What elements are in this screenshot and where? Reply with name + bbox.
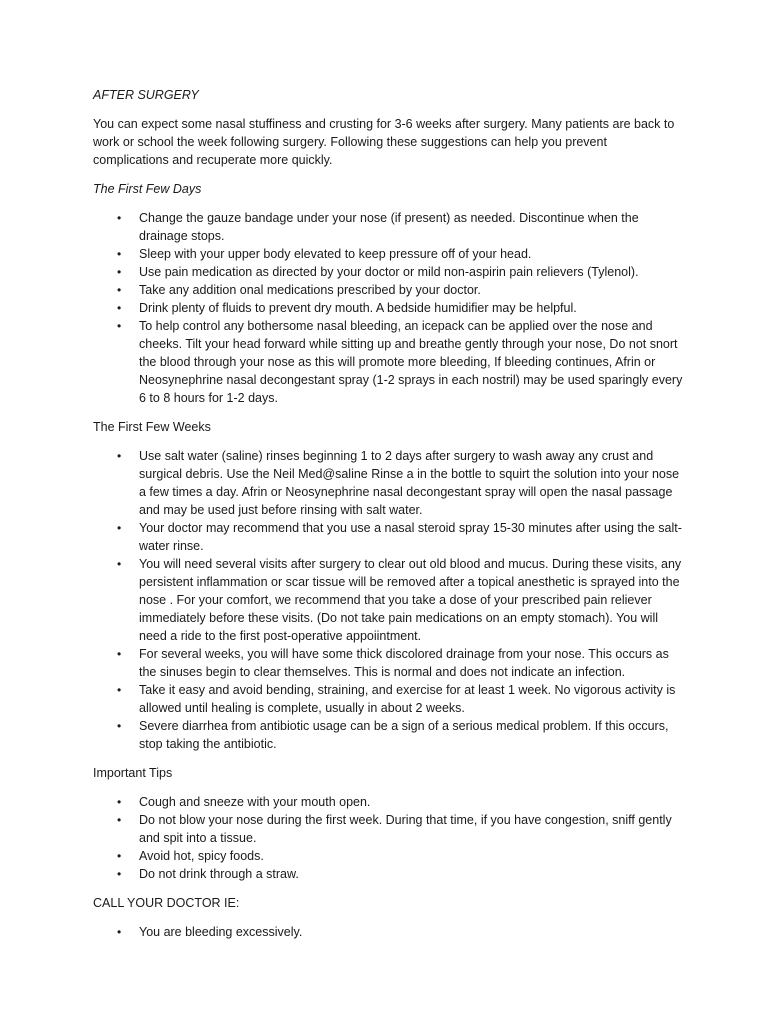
bullet-icon: • bbox=[117, 449, 122, 463]
list-item: • Cough and sneeze with your mouth open. bbox=[117, 795, 371, 809]
bullet-icon: • bbox=[117, 719, 122, 733]
list-item: • For several weeks, you will have some thick discolored drainage from your nose. This occurs as the sinuses begin to clear themselves. This is normal and does not indicate an infection. bbox=[117, 647, 669, 679]
bullet-icon: • bbox=[117, 925, 122, 939]
list-item: • Drink plenty of fluids to prevent dry mouth. A bedside humidifier may be helpful. bbox=[117, 301, 577, 315]
document-page bbox=[93, 86, 683, 952]
list-item: • Use salt water (saline) rinses beginning 1 to 2 days after surgery to wash away any crust and surgical debris. Use the Neil Med@saline Rinse a in the bottle to squirt the solution into your nose a few times a day. Afrin or Neosynephrine nasal decongestant spray will open the nasal passage and may be used just before rinsing with salt water. bbox=[117, 449, 680, 517]
list-item: • Take it easy and avoid bending, straining, and exercise for at least 1 week. No vigorous activity is allowed until healing is complete, usually in about 2 weeks. bbox=[117, 683, 676, 715]
list-item: • Sleep with your upper body elevated to keep pressure off of your head. bbox=[117, 247, 532, 261]
list-item: • Do not drink through a straw. bbox=[117, 867, 299, 881]
section-heading-call-your-doctor: CALL YOUR DOCTOR IE: bbox=[93, 896, 240, 910]
bullet-icon: • bbox=[117, 521, 122, 535]
list-item: • Do not blow your nose during the first week. During that time, if you have congestion, sniff gently and spit into a tissue. bbox=[117, 813, 672, 845]
section-heading-first-few-days: The First Few Days bbox=[93, 182, 202, 196]
list-item: • Change the gauze bandage under your nose (if present) as needed. Discontinue when the drainage stops. bbox=[117, 211, 639, 243]
bullet-icon: • bbox=[117, 867, 122, 881]
bullet-icon: • bbox=[117, 301, 122, 315]
bullet-icon: • bbox=[117, 795, 122, 809]
intro-paragraph: You can expect some nasal stuffiness and crusting for 3-6 weeks after surgery. Many patients are back to work or school the week following surgery. Following these suggestions can help you prevent complications and recuperate more quickly. bbox=[93, 117, 675, 167]
list-first-few-weeks bbox=[93, 447, 683, 753]
list-item: • Use pain medication as directed by your doctor or mild non-aspirin pain relievers (Tylenol). bbox=[117, 265, 639, 279]
section-heading-first-few-weeks: The First Few Weeks bbox=[93, 420, 211, 434]
list-item: • You will need several visits after surgery to clear out old blood and mucus. During these visits, any persistent inflammation or scar tissue will be removed after a topical anesthetic is sprayed into the nose . For your comfort, we recommend that you take a dose of your prescribed pain reliever immediately before these visits. (Do not take pain medications on an empty stomach). You will need a ride to the first post-operative appoiintment. bbox=[117, 557, 682, 643]
list-item: • Severe diarrhea from antibiotic usage can be a sign of a serious medical problem. If this occurs, stop taking the antibiotic. bbox=[117, 719, 669, 751]
bullet-icon: • bbox=[117, 647, 122, 661]
bullet-icon: • bbox=[117, 849, 122, 863]
bullet-icon: • bbox=[117, 813, 122, 827]
section-heading-important-tips: Important Tips bbox=[93, 766, 173, 780]
list-item: • To help control any bothersome nasal bleeding, an icepack can be applied over the nose and cheeks. Tilt your head forward while sitting up and breathe gently through your nose, Do not snort the blood through your nose as this will promote more bleeding, If bleeding continues, Afrin or Neosynephrine nasal decongestant spray (1-2 sprays in each nostril) may be used sparingly every 6 to 8 hours for 1-2 days. bbox=[117, 319, 683, 405]
list-important-tips bbox=[93, 793, 683, 883]
bullet-icon: • bbox=[117, 557, 122, 571]
document-title: AFTER SURGERY bbox=[93, 88, 199, 102]
list-item: • Avoid hot, spicy foods. bbox=[117, 849, 264, 863]
list-item: • Take any addition onal medications prescribed by your doctor. bbox=[117, 283, 481, 297]
list-item: • You are bleeding excessively. bbox=[117, 925, 303, 939]
bullet-icon: • bbox=[117, 265, 122, 279]
list-first-few-days bbox=[93, 209, 683, 407]
list-item: • Your doctor may recommend that you use a nasal steroid spray 15-30 minutes after using the salt-water rinse. bbox=[117, 521, 682, 553]
bullet-icon: • bbox=[117, 283, 122, 297]
list-call-your-doctor bbox=[93, 923, 683, 941]
bullet-icon: • bbox=[117, 247, 122, 261]
bullet-icon: • bbox=[117, 211, 122, 225]
bullet-icon: • bbox=[117, 683, 122, 697]
bullet-icon: • bbox=[117, 319, 122, 333]
